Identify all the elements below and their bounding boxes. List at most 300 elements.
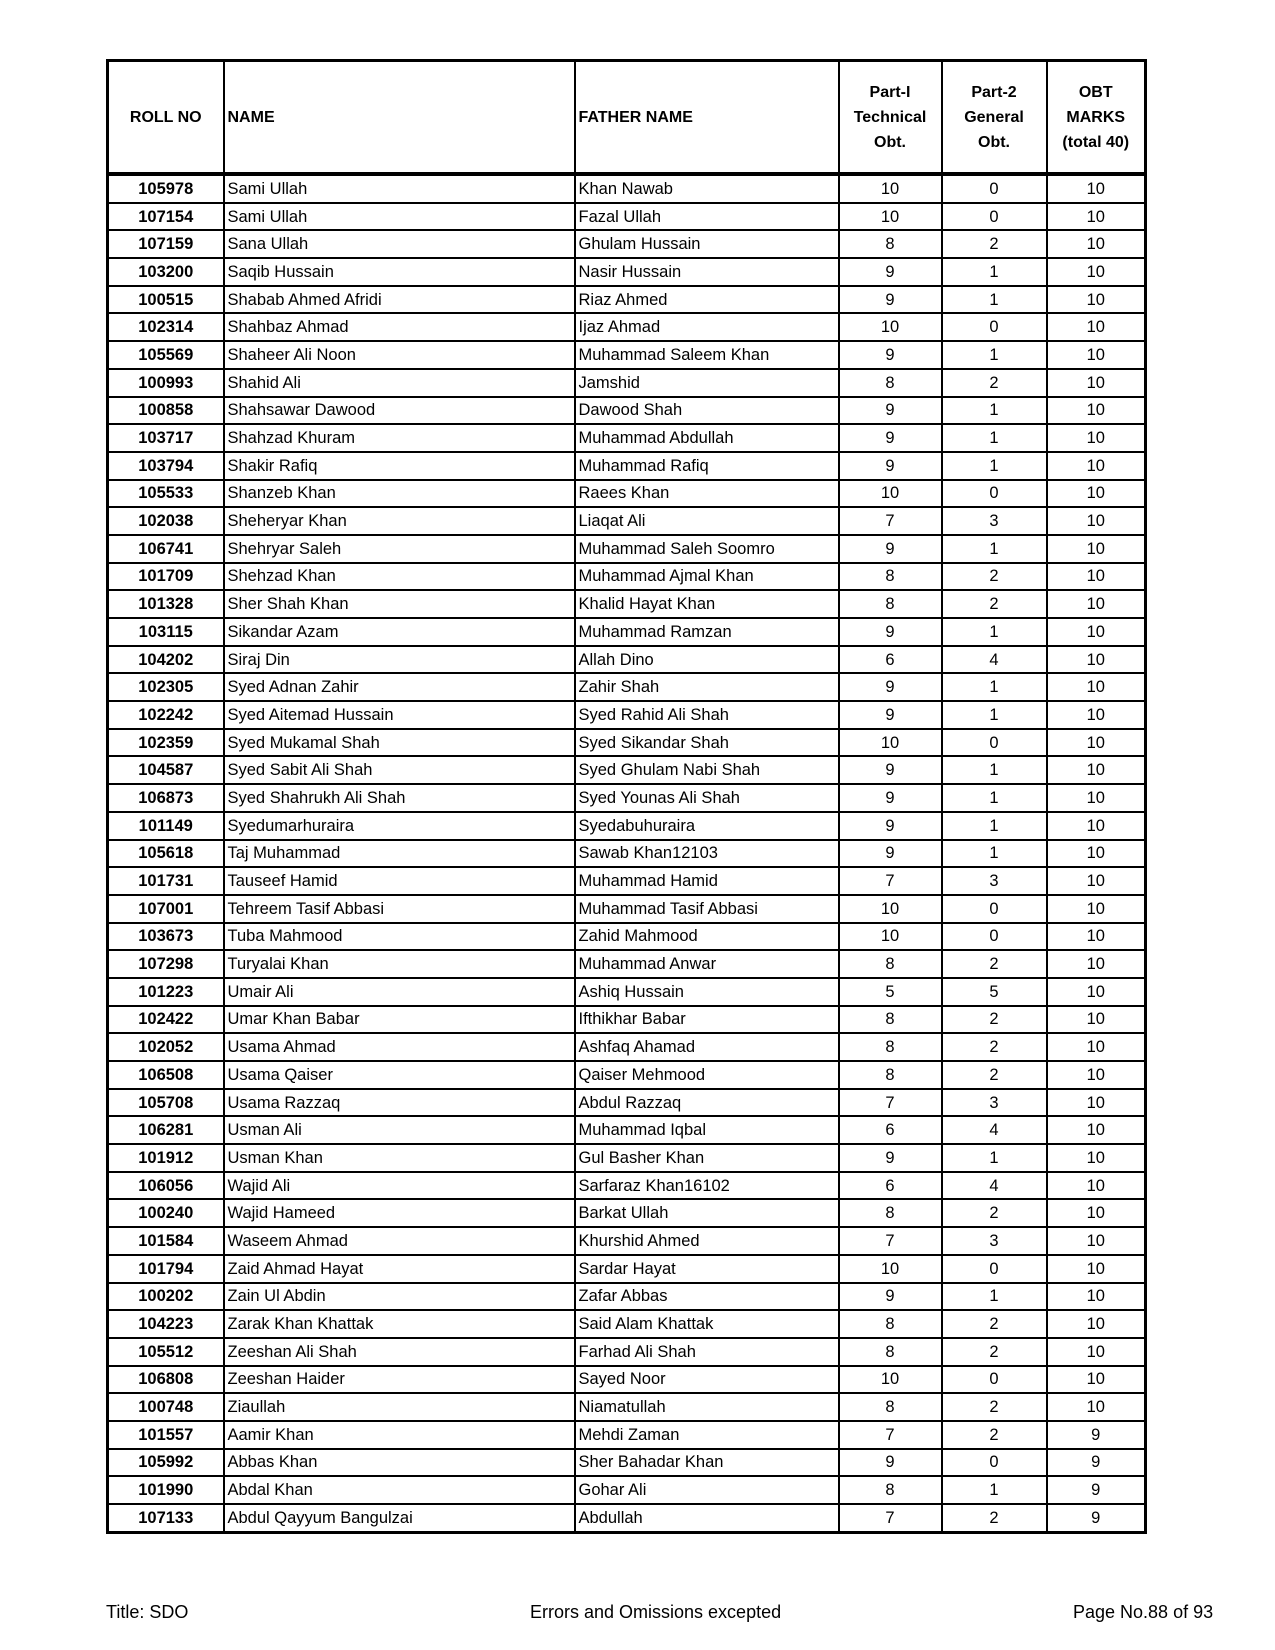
part2-cell: 3 xyxy=(942,1227,1047,1255)
part2-cell: 1 xyxy=(942,1144,1047,1172)
roll-no-cell: 103794 xyxy=(108,452,224,480)
roll-no-cell: 103115 xyxy=(108,618,224,646)
table-row xyxy=(108,313,1146,341)
table-row xyxy=(108,480,1146,508)
name-cell: Zain Ul Abdin xyxy=(224,1283,575,1311)
table-row xyxy=(108,923,1146,951)
roll-no-cell: 107154 xyxy=(108,203,224,231)
obt-marks-cell: 10 xyxy=(1047,1089,1146,1117)
part2-cell: 0 xyxy=(942,480,1047,508)
table-row xyxy=(108,341,1146,369)
part1-cell: 8 xyxy=(839,950,942,978)
part2-cell: 4 xyxy=(942,1172,1047,1200)
obt-marks-cell: 10 xyxy=(1047,673,1146,701)
roll-no-cell: 100748 xyxy=(108,1393,224,1421)
roll-no-cell: 103717 xyxy=(108,424,224,452)
part2-cell: 0 xyxy=(942,1255,1047,1283)
part1-cell: 8 xyxy=(839,1476,942,1504)
father-name-cell: Raees Khan xyxy=(575,480,839,508)
name-cell: Usman Khan xyxy=(224,1144,575,1172)
roll-no-cell: 104223 xyxy=(108,1310,224,1338)
father-name-cell: Qaiser Mehmood xyxy=(575,1061,839,1089)
name-cell: Siraj Din xyxy=(224,646,575,674)
roll-no-cell: 106056 xyxy=(108,1172,224,1200)
part2-cell: 2 xyxy=(942,950,1047,978)
header-father-name: FATHER NAME xyxy=(575,61,839,175)
father-name-cell: Abdullah xyxy=(575,1504,839,1532)
table-row xyxy=(108,1366,1146,1394)
name-cell: Turyalai Khan xyxy=(224,950,575,978)
part1-cell: 7 xyxy=(839,1421,942,1449)
part2-cell: 2 xyxy=(942,1393,1047,1421)
part1-cell: 9 xyxy=(839,784,942,812)
table-row xyxy=(108,1393,1146,1421)
part2-cell: 1 xyxy=(942,784,1047,812)
father-name-cell: Ghulam Hussain xyxy=(575,230,839,258)
part2-cell: 1 xyxy=(942,341,1047,369)
part2-cell: 1 xyxy=(942,1283,1047,1311)
name-cell: Sheheryar Khan xyxy=(224,507,575,535)
father-name-cell: Riaz Ahmed xyxy=(575,286,839,314)
name-cell: Syed Mukamal Shah xyxy=(224,729,575,757)
father-name-cell: Farhad Ali Shah xyxy=(575,1338,839,1366)
part2-cell: 2 xyxy=(942,1338,1047,1366)
table-row xyxy=(108,1006,1146,1034)
name-cell: Sikandar Azam xyxy=(224,618,575,646)
roll-no-cell: 102305 xyxy=(108,673,224,701)
table-row xyxy=(108,1476,1146,1504)
obt-marks-cell: 10 xyxy=(1047,563,1146,591)
name-cell: Zaid Ahmad Hayat xyxy=(224,1255,575,1283)
father-name-cell: Syedabuhuraira xyxy=(575,812,839,840)
father-name-cell: Nasir Hussain xyxy=(575,258,839,286)
name-cell: Syedumarhuraira xyxy=(224,812,575,840)
part2-cell: 0 xyxy=(942,923,1047,951)
father-name-cell: Muhammad Abdullah xyxy=(575,424,839,452)
table-row xyxy=(108,230,1146,258)
obt-marks-cell: 10 xyxy=(1047,1255,1146,1283)
obt-marks-cell: 10 xyxy=(1047,203,1146,231)
father-name-cell: Ijaz Ahmad xyxy=(575,313,839,341)
roll-no-cell: 101557 xyxy=(108,1421,224,1449)
name-cell: Zeeshan Ali Shah xyxy=(224,1338,575,1366)
father-name-cell: Allah Dino xyxy=(575,646,839,674)
father-name-cell: Sarfaraz Khan16102 xyxy=(575,1172,839,1200)
father-name-cell: Muhammad Ajmal Khan xyxy=(575,563,839,591)
part2-cell: 2 xyxy=(942,1006,1047,1034)
roll-no-cell: 100240 xyxy=(108,1199,224,1227)
header-obt-line2: MARKS xyxy=(1066,108,1126,126)
name-cell: Tuba Mahmood xyxy=(224,923,575,951)
part1-cell: 9 xyxy=(839,397,942,425)
table-row xyxy=(108,1421,1146,1449)
name-cell: Ziaullah xyxy=(224,1393,575,1421)
table-row xyxy=(108,174,1146,203)
roll-no-cell: 105978 xyxy=(108,174,224,203)
father-name-cell: Mehdi Zaman xyxy=(575,1421,839,1449)
father-name-cell: Syed Rahid Ali Shah xyxy=(575,701,839,729)
obt-marks-cell: 10 xyxy=(1047,341,1146,369)
name-cell: Tauseef Hamid xyxy=(224,867,575,895)
table-row xyxy=(108,646,1146,674)
obt-marks-cell: 10 xyxy=(1047,701,1146,729)
table-row xyxy=(108,1338,1146,1366)
obt-marks-cell: 10 xyxy=(1047,1199,1146,1227)
roll-no-cell: 107298 xyxy=(108,950,224,978)
part2-cell: 1 xyxy=(942,535,1047,563)
part1-cell: 7 xyxy=(839,1504,942,1532)
roll-no-cell: 105708 xyxy=(108,1089,224,1117)
name-cell: Wajid Ali xyxy=(224,1172,575,1200)
father-name-cell: Khan Nawab xyxy=(575,174,839,203)
table-row xyxy=(108,1116,1146,1144)
roll-no-cell: 104202 xyxy=(108,646,224,674)
header-part1-line1: Part-I xyxy=(869,83,911,101)
father-name-cell: Gohar Ali xyxy=(575,1476,839,1504)
part2-cell: 2 xyxy=(942,369,1047,397)
name-cell: Shahbaz Ahmad xyxy=(224,313,575,341)
part2-cell: 4 xyxy=(942,646,1047,674)
part1-cell: 9 xyxy=(839,535,942,563)
part1-cell: 9 xyxy=(839,341,942,369)
table-row xyxy=(108,1144,1146,1172)
table-row xyxy=(108,701,1146,729)
part2-cell: 2 xyxy=(942,1061,1047,1089)
roll-no-cell: 107001 xyxy=(108,895,224,923)
part1-cell: 8 xyxy=(839,1338,942,1366)
name-cell: Usama Razzaq xyxy=(224,1089,575,1117)
part1-cell: 6 xyxy=(839,1116,942,1144)
roll-no-cell: 105533 xyxy=(108,480,224,508)
father-name-cell: Fazal Ullah xyxy=(575,203,839,231)
name-cell: Syed Shahrukh Ali Shah xyxy=(224,784,575,812)
part1-cell: 6 xyxy=(839,646,942,674)
obt-marks-cell: 10 xyxy=(1047,535,1146,563)
roll-no-cell: 100202 xyxy=(108,1283,224,1311)
part2-cell: 1 xyxy=(942,258,1047,286)
obt-marks-cell: 10 xyxy=(1047,784,1146,812)
roll-no-cell: 102038 xyxy=(108,507,224,535)
part1-cell: 8 xyxy=(839,369,942,397)
name-cell: Abdul Qayyum Bangulzai xyxy=(224,1504,575,1532)
obt-marks-cell: 10 xyxy=(1047,1116,1146,1144)
father-name-cell: Sardar Hayat xyxy=(575,1255,839,1283)
father-name-cell: Niamatullah xyxy=(575,1393,839,1421)
part1-cell: 8 xyxy=(839,1199,942,1227)
footer-title: Title: SDO xyxy=(106,1602,189,1622)
header-obt-line1: OBT xyxy=(1078,83,1113,101)
name-cell: Shahid Ali xyxy=(224,369,575,397)
obt-marks-cell: 10 xyxy=(1047,590,1146,618)
father-name-cell: Zahid Mahmood xyxy=(575,923,839,951)
father-name-cell: Syed Sikandar Shah xyxy=(575,729,839,757)
part1-cell: 8 xyxy=(839,1033,942,1061)
part1-cell: 10 xyxy=(839,313,942,341)
father-name-cell: Muhammad Anwar xyxy=(575,950,839,978)
part1-cell: 9 xyxy=(839,840,942,868)
part1-cell: 6 xyxy=(839,1172,942,1200)
table-row xyxy=(108,203,1146,231)
name-cell: Shehzad Khan xyxy=(224,563,575,591)
part2-cell: 2 xyxy=(942,1421,1047,1449)
name-cell: Shakir Rafiq xyxy=(224,452,575,480)
father-name-cell: Dawood Shah xyxy=(575,397,839,425)
name-cell: Taj Muhammad xyxy=(224,840,575,868)
father-name-cell: Ashfaq Ahamad xyxy=(575,1033,839,1061)
obt-marks-cell: 10 xyxy=(1047,397,1146,425)
obt-marks-cell: 10 xyxy=(1047,1033,1146,1061)
roll-no-cell: 106281 xyxy=(108,1116,224,1144)
part1-cell: 8 xyxy=(839,563,942,591)
father-name-cell: Zahir Shah xyxy=(575,673,839,701)
roll-no-cell: 101990 xyxy=(108,1476,224,1504)
part2-cell: 3 xyxy=(942,507,1047,535)
header-roll-no: ROLL NO xyxy=(108,61,224,175)
name-cell: Sher Shah Khan xyxy=(224,590,575,618)
table-row xyxy=(108,729,1146,757)
part1-cell: 9 xyxy=(839,258,942,286)
part2-cell: 2 xyxy=(942,1199,1047,1227)
part2-cell: 0 xyxy=(942,203,1047,231)
roll-no-cell: 107133 xyxy=(108,1504,224,1532)
name-cell: Syed Adnan Zahir xyxy=(224,673,575,701)
father-name-cell: Muhammad Saleem Khan xyxy=(575,341,839,369)
name-cell: Shahzad Khuram xyxy=(224,424,575,452)
name-cell: Usama Qaiser xyxy=(224,1061,575,1089)
name-cell: Shahsawar Dawood xyxy=(224,397,575,425)
header-obt-line3: (total 40) xyxy=(1062,133,1130,151)
father-name-cell: Muhammad Rafiq xyxy=(575,452,839,480)
part1-cell: 9 xyxy=(839,424,942,452)
table-row xyxy=(108,1255,1146,1283)
obt-marks-cell: 9 xyxy=(1047,1476,1146,1504)
father-name-cell: Ashiq Hussain xyxy=(575,978,839,1006)
table-row xyxy=(108,784,1146,812)
name-cell: Saqib Hussain xyxy=(224,258,575,286)
obt-marks-cell: 9 xyxy=(1047,1504,1146,1532)
table-row xyxy=(108,1172,1146,1200)
table-row xyxy=(108,895,1146,923)
table-row xyxy=(108,840,1146,868)
table-row xyxy=(108,258,1146,286)
name-cell: Zeeshan Haider xyxy=(224,1366,575,1394)
part2-cell: 2 xyxy=(942,230,1047,258)
name-cell: Syed Aitemad Hussain xyxy=(224,701,575,729)
part2-cell: 1 xyxy=(942,397,1047,425)
table-row xyxy=(108,369,1146,397)
obt-marks-cell: 10 xyxy=(1047,950,1146,978)
obt-marks-cell: 10 xyxy=(1047,1144,1146,1172)
father-name-cell: Muhammad Ramzan xyxy=(575,618,839,646)
roll-no-cell: 101149 xyxy=(108,812,224,840)
obt-marks-cell: 10 xyxy=(1047,313,1146,341)
table-row xyxy=(108,452,1146,480)
part2-cell: 0 xyxy=(942,174,1047,203)
table-row xyxy=(108,1199,1146,1227)
table-row xyxy=(108,535,1146,563)
header-obt-marks xyxy=(1047,61,1146,175)
name-cell: Sami Ullah xyxy=(224,174,575,203)
table-row xyxy=(108,812,1146,840)
obt-marks-cell: 10 xyxy=(1047,1227,1146,1255)
obt-marks-cell: 10 xyxy=(1047,923,1146,951)
part1-cell: 9 xyxy=(839,1283,942,1311)
obt-marks-cell: 10 xyxy=(1047,812,1146,840)
obt-marks-cell: 10 xyxy=(1047,1172,1146,1200)
part1-cell: 10 xyxy=(839,923,942,951)
part2-cell: 1 xyxy=(942,286,1047,314)
obt-marks-cell: 9 xyxy=(1047,1449,1146,1477)
part2-cell: 1 xyxy=(942,756,1047,784)
part2-cell: 2 xyxy=(942,1310,1047,1338)
header-part1 xyxy=(839,61,942,175)
part1-cell: 9 xyxy=(839,1144,942,1172)
part1-cell: 9 xyxy=(839,618,942,646)
part1-cell: 9 xyxy=(839,452,942,480)
table-row xyxy=(108,1449,1146,1477)
header-part2-line3: Obt. xyxy=(978,133,1010,151)
part2-cell: 1 xyxy=(942,1476,1047,1504)
name-cell: Usama Ahmad xyxy=(224,1033,575,1061)
obt-marks-cell: 10 xyxy=(1047,756,1146,784)
roll-no-cell: 107159 xyxy=(108,230,224,258)
name-cell: Tehreem Tasif Abbasi xyxy=(224,895,575,923)
obt-marks-cell: 10 xyxy=(1047,1310,1146,1338)
part2-cell: 2 xyxy=(942,590,1047,618)
obt-marks-cell: 10 xyxy=(1047,1006,1146,1034)
table-row xyxy=(108,1089,1146,1117)
table-row xyxy=(108,590,1146,618)
part2-cell: 1 xyxy=(942,618,1047,646)
obt-marks-cell: 10 xyxy=(1047,618,1146,646)
roll-no-cell: 102359 xyxy=(108,729,224,757)
name-cell: Shanzeb Khan xyxy=(224,480,575,508)
roll-no-cell: 106808 xyxy=(108,1366,224,1394)
header-part2-line2: General xyxy=(964,108,1024,126)
roll-no-cell: 106741 xyxy=(108,535,224,563)
part1-cell: 10 xyxy=(839,1255,942,1283)
results-table xyxy=(106,59,1147,1534)
part1-cell: 9 xyxy=(839,673,942,701)
table-row xyxy=(108,507,1146,535)
part2-cell: 1 xyxy=(942,424,1047,452)
obt-marks-cell: 10 xyxy=(1047,286,1146,314)
roll-no-cell: 106873 xyxy=(108,784,224,812)
part1-cell: 8 xyxy=(839,1310,942,1338)
footer-note: Errors and Omissions excepted xyxy=(530,1602,782,1622)
obt-marks-cell: 10 xyxy=(1047,230,1146,258)
table-row xyxy=(108,286,1146,314)
header-row xyxy=(108,61,1146,175)
name-cell: Syed Sabit Ali Shah xyxy=(224,756,575,784)
part1-cell: 8 xyxy=(839,1006,942,1034)
table-row xyxy=(108,978,1146,1006)
obt-marks-cell: 10 xyxy=(1047,867,1146,895)
father-name-cell: Said Alam Khattak xyxy=(575,1310,839,1338)
part2-cell: 2 xyxy=(942,563,1047,591)
part1-cell: 8 xyxy=(839,1061,942,1089)
name-cell: Waseem Ahmad xyxy=(224,1227,575,1255)
father-name-cell: Muhammad Iqbal xyxy=(575,1116,839,1144)
roll-no-cell: 101912 xyxy=(108,1144,224,1172)
father-name-cell: Gul Basher Khan xyxy=(575,1144,839,1172)
table-row xyxy=(108,950,1146,978)
table-row xyxy=(108,1061,1146,1089)
name-cell: Zarak Khan Khattak xyxy=(224,1310,575,1338)
roll-no-cell: 105512 xyxy=(108,1338,224,1366)
father-name-cell: Barkat Ullah xyxy=(575,1199,839,1227)
father-name-cell: Khurshid Ahmed xyxy=(575,1227,839,1255)
name-cell: Umair Ali xyxy=(224,978,575,1006)
part1-cell: 5 xyxy=(839,978,942,1006)
obt-marks-cell: 10 xyxy=(1047,174,1146,203)
father-name-cell: Muhammad Hamid xyxy=(575,867,839,895)
obt-marks-cell: 10 xyxy=(1047,978,1146,1006)
obt-marks-cell: 10 xyxy=(1047,369,1146,397)
part2-cell: 0 xyxy=(942,313,1047,341)
name-cell: Usman Ali xyxy=(224,1116,575,1144)
father-name-cell: Syed Ghulam Nabi Shah xyxy=(575,756,839,784)
obt-marks-cell: 10 xyxy=(1047,1393,1146,1421)
obt-marks-cell: 10 xyxy=(1047,840,1146,868)
part1-cell: 9 xyxy=(839,286,942,314)
part1-cell: 10 xyxy=(839,174,942,203)
part2-cell: 1 xyxy=(942,673,1047,701)
roll-no-cell: 101584 xyxy=(108,1227,224,1255)
part2-cell: 1 xyxy=(942,840,1047,868)
part2-cell: 1 xyxy=(942,452,1047,480)
father-name-cell: Sher Bahadar Khan xyxy=(575,1449,839,1477)
part2-cell: 1 xyxy=(942,812,1047,840)
table-row xyxy=(108,1033,1146,1061)
part1-cell: 10 xyxy=(839,203,942,231)
header-name: NAME xyxy=(224,61,575,175)
roll-no-cell: 104587 xyxy=(108,756,224,784)
part2-cell: 0 xyxy=(942,729,1047,757)
name-cell: Abbas Khan xyxy=(224,1449,575,1477)
roll-no-cell: 106508 xyxy=(108,1061,224,1089)
roll-no-cell: 101223 xyxy=(108,978,224,1006)
father-name-cell: Liaqat Ali xyxy=(575,507,839,535)
table-row xyxy=(108,1504,1146,1532)
part1-cell: 10 xyxy=(839,895,942,923)
father-name-cell: Syed Younas Ali Shah xyxy=(575,784,839,812)
obt-marks-cell: 10 xyxy=(1047,452,1146,480)
obt-marks-cell: 10 xyxy=(1047,507,1146,535)
name-cell: Abdal Khan xyxy=(224,1476,575,1504)
roll-no-cell: 103673 xyxy=(108,923,224,951)
part2-cell: 2 xyxy=(942,1033,1047,1061)
father-name-cell: Abdul Razzaq xyxy=(575,1089,839,1117)
father-name-cell: Khalid Hayat Khan xyxy=(575,590,839,618)
roll-no-cell: 101794 xyxy=(108,1255,224,1283)
roll-no-cell: 100858 xyxy=(108,397,224,425)
part1-cell: 9 xyxy=(839,756,942,784)
roll-no-cell: 101328 xyxy=(108,590,224,618)
obt-marks-cell: 10 xyxy=(1047,646,1146,674)
part1-cell: 10 xyxy=(839,480,942,508)
table-row xyxy=(108,618,1146,646)
part2-cell: 3 xyxy=(942,1089,1047,1117)
father-name-cell: Zafar Abbas xyxy=(575,1283,839,1311)
table-row xyxy=(108,1227,1146,1255)
obt-marks-cell: 10 xyxy=(1047,895,1146,923)
part1-cell: 10 xyxy=(839,1366,942,1394)
table-row xyxy=(108,563,1146,591)
part1-cell: 9 xyxy=(839,1449,942,1477)
father-name-cell: Sayed Noor xyxy=(575,1366,839,1394)
obt-marks-cell: 10 xyxy=(1047,424,1146,452)
